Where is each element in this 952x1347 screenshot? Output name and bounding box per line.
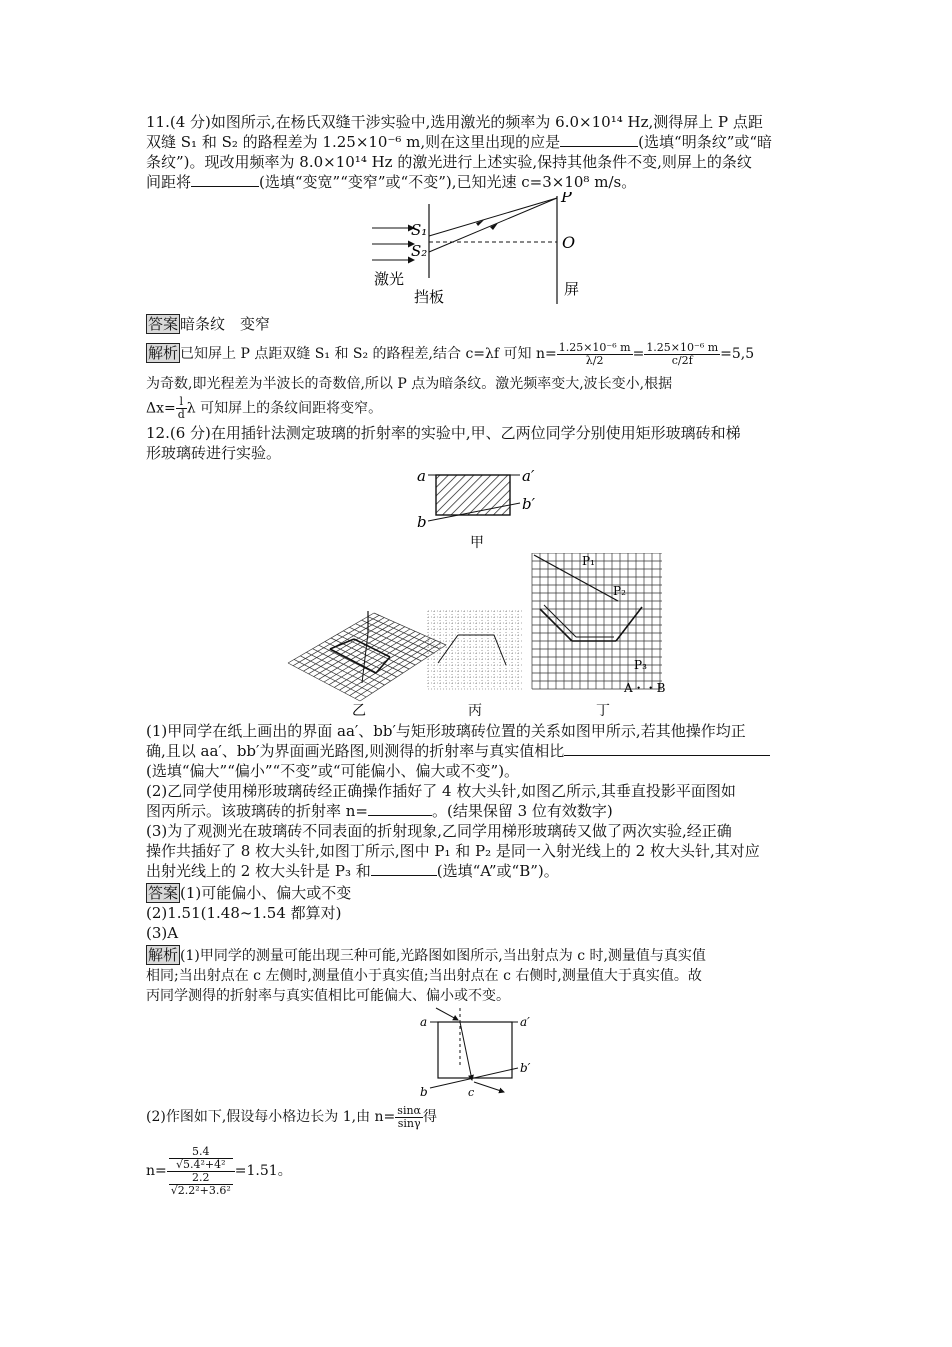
q11-line-2 [146, 132, 810, 152]
label-p3: P₃ [634, 658, 647, 672]
q12-line-2: 形玻璃砖进行实验。 [146, 444, 282, 462]
q12-p1-line-3: (选填“偏大”“偏小”“不变”或“可能偏小、偏大或不变”)。 [146, 762, 520, 780]
fig3-c: c [468, 1086, 475, 1099]
q12-p1-text: 确,且以 aa′、bb′为界面画光路图,则测得的折射率与真实值相比 [146, 742, 565, 760]
rect-glass-diagram [146, 463, 810, 553]
q12-answer-2: (2)1.51(1.48~1.54 都算对) [146, 904, 342, 922]
analysis-tag-2: 解析 [148, 946, 179, 964]
q12-p2-hint: 。(结果保留 3 位有效数字) [432, 802, 613, 820]
s2-label: S₂ [411, 242, 428, 260]
trapezoid-diagrams [146, 553, 810, 721]
q12-p2-text: 图丙所示。该玻璃砖的折射率 n= [146, 802, 368, 820]
fig3-b-prime: b′ [520, 1061, 531, 1075]
q12-analysis-4-text: (2)作图如下,假设每小格边长为 1,由 n= [146, 1109, 396, 1125]
q12-n-formula [146, 1136, 810, 1206]
q12-answer-3: (3)A [146, 924, 179, 942]
q12-analysis-4: (2)作图如下,假设每小格边长为 1,由 n= $\frac{\sin\alpha}{\sin\gamma}$ 得 [146, 1103, 437, 1130]
bing-dot-grid [428, 611, 522, 689]
caption-bing: 丙 [468, 703, 482, 719]
fig1-a: a [417, 467, 426, 485]
n-label: n= [146, 1163, 167, 1179]
q12-blank-3[interactable] [371, 861, 437, 876]
q12-p3-line-2: 操作共插好了 8 枚大头针,如图丁所示,图中 P₁ 和 P₂ 是同一入射光线上的 2 枚大头针,其对应 [146, 842, 760, 860]
refraction-figure [146, 1006, 810, 1102]
q11-answer [146, 314, 810, 334]
fraction-l-d: $\frac{l}{d}$ [177, 395, 185, 421]
q12-analysis-1 [146, 945, 810, 966]
q12-p3-text: 出射光线上的 2 枚大头针是 P₃ 和 [146, 862, 371, 880]
q11-analysis-3: Δx= $\frac{l}{d}$ λ 可知屏上的条纹间距将变窄。 [146, 395, 383, 421]
q12-line-1: 12.(6 分)在用插针法测定玻璃的折射率的实验中,甲、乙两位同学分别使用矩形玻璃砖和梯 [146, 424, 741, 442]
q11-line-4 [146, 172, 810, 192]
q11-line-1: 11.(4 分)如图所示,在杨氏双缝干涉实验中,选用激光的频率为 6.0×10¹⁴ Hz,测得屏上 P 点距 [146, 113, 763, 131]
q12-blank-1[interactable] [564, 741, 770, 756]
screen-label: 屏 [564, 280, 580, 298]
q12-p2-line-1: (2)乙同学使用梯形玻璃砖经正确操作插好了 4 枚大头针,如图乙所示,其垂直投影平面图如 [146, 782, 736, 800]
p-label: P [561, 192, 572, 206]
q11-blank-2[interactable] [191, 172, 259, 187]
laser-label: 激光 [374, 270, 405, 288]
q11-line-3: 条纹”)。现改用频率为 8.0×10¹⁴ Hz 的激光进行上述实验,保持其他条件不变,则屏上的条纹 [146, 153, 752, 171]
q12-answer-1 [146, 883, 810, 903]
document-page [146, 112, 810, 1206]
refraction-diagram [146, 1006, 810, 1102]
q11-line-2-text: 双缝 S₁ 和 S₂ 的路程差为 1.25×10⁻⁶ m,则在这里出现的应是 [146, 133, 561, 151]
q12-analysis-3: 丙同学测得的折射率与真实值相比可能偏大、偏小或不变。 [146, 988, 510, 1004]
label-p1: P₁ [582, 554, 595, 568]
board-label: 挡板 [414, 288, 445, 306]
label-ab: A・・B [624, 681, 666, 695]
yi-perspective-grid [288, 611, 446, 701]
fig1-b: b [417, 513, 427, 531]
caption-yi: 乙 [352, 703, 366, 719]
q12-answer-1-text: (1)可能偏小、偏大或不变 [180, 884, 352, 902]
fig1-caption: 甲 [470, 535, 484, 551]
q12-blank-2[interactable] [368, 801, 432, 816]
fig3-a: a [420, 1015, 428, 1029]
label-p2: P₂ [613, 584, 626, 598]
q12-p3-hint: (选填“A”或“B”)。 [436, 862, 559, 880]
q11-line-4-hint: (选填“变宽”“变窄”或“不变”),已知光速 c=3×10⁸ m/s。 [259, 173, 637, 191]
q12-p1-line-2 [146, 741, 810, 761]
q11-line-4-text: 间距将 [146, 173, 192, 191]
q12-p2-line-2 [146, 801, 810, 821]
q12-analysis-2: 相同;当出射点在 c 左侧时,测量值小于真实值;当出射点在 c 右侧时,测量值大于真实值。故 [146, 968, 702, 984]
fig3-b: b [420, 1085, 428, 1099]
compound-fraction: 5.4 √5.4²+4² 2.2 √2.2²+3.6² [167, 1146, 235, 1197]
q11-line-2-hint: (选填“明条纹”或“暗 [638, 133, 773, 151]
fig1-b-prime: b′ [522, 495, 536, 513]
figure-jia [146, 463, 810, 553]
figure-yi-bing-ding [146, 553, 810, 721]
q12-p1-line-1: (1)甲同学在纸上画出的界面 aa′、bb′与矩形玻璃砖位置的关系如图甲所示,若其他操作均正 [146, 722, 746, 740]
o-label: O [562, 233, 576, 252]
fraction-sin: $\frac{\sin\alpha}{\sin\gamma}$ [397, 1103, 421, 1130]
q12-p3-line-3 [146, 861, 810, 881]
q11-analysis-2: 为奇数,即光程差为半波长的奇数倍,所以 P 点为暗条纹。激光频率变大,波长变小,根据 [146, 376, 673, 392]
fraction-1: $\frac{\text{1.25×10⁻⁶ m}}{\lambda/2}$ [558, 340, 631, 367]
n-result: =1.51。 [234, 1163, 292, 1179]
fig3-a-prime: a′ [520, 1015, 530, 1029]
q11-answer-text: 暗条纹 变窄 [180, 315, 271, 333]
s1-label: S₁ [411, 221, 428, 239]
double-slit-figure [146, 192, 810, 312]
q11-blank-1[interactable] [560, 132, 638, 147]
answer-tag-2: 答案 [148, 884, 179, 902]
q11-analysis-text: 已知屏上 P 点距双缝 S₁ 和 S₂ 的路程差,结合 c=λf 可知 n= [180, 346, 557, 362]
fig1-a-prime: a′ [522, 467, 535, 485]
analysis-tag: 解析 [148, 344, 179, 362]
answer-tag: 答案 [148, 315, 179, 333]
double-slit-diagram [146, 192, 810, 312]
caption-ding: 丁 [596, 703, 610, 719]
q12-analysis-1-text: (1)甲同学的测量可能出现三种可能,光路图如图所示,当出射点为 c 时,测量值与真实值 [180, 948, 706, 964]
fraction-2: $\frac{\text{1.25×10⁻⁶ m}}{c/2f}$ [646, 340, 719, 367]
q11-analysis-1: 解析 已知屏上 P 点距双缝 S₁ 和 S₂ 的路程差,结合 c=λf 可知 n= $\frac{\text{1.25×10⁻⁶ m}}{\lambda/2}$ = $\frac{\text{1.25×10⁻⁶ m}}{c/2f}$ =5,5 [148, 340, 755, 367]
q12-p3-line-1: (3)为了观测光在玻璃砖不同表面的折射现象,乙同学用梯形玻璃砖又做了两次实验,经正确 [146, 822, 732, 840]
